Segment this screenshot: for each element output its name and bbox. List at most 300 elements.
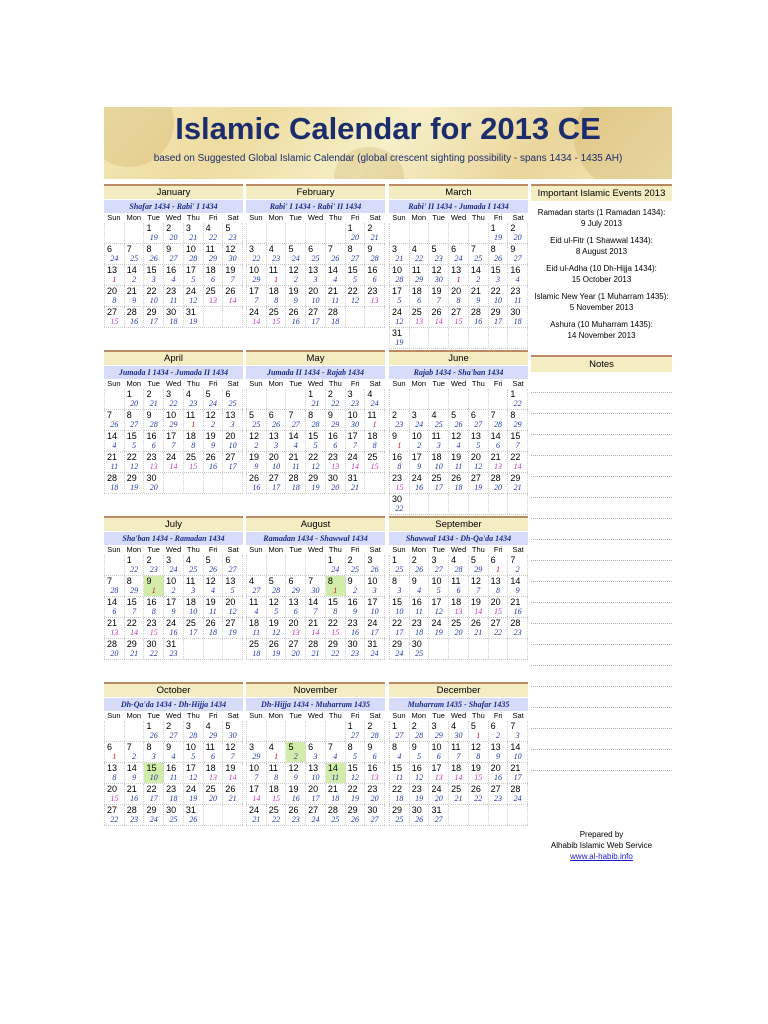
hijri-day: 11 bbox=[169, 296, 178, 305]
weekday-label: Wed bbox=[165, 379, 182, 388]
hijri-day: 2 bbox=[495, 731, 500, 740]
day-cell bbox=[306, 473, 326, 493]
hijri-month-range: Jumada I 1434 - Jumada II 1434 bbox=[104, 366, 243, 379]
day-cell bbox=[508, 473, 528, 493]
day-cell bbox=[469, 431, 489, 451]
gregorian-day: 11 bbox=[411, 265, 422, 275]
hijri-day: 10 bbox=[149, 773, 158, 782]
gregorian-day: 5 bbox=[288, 244, 294, 254]
day-cell bbox=[286, 286, 306, 306]
day-cell bbox=[326, 431, 346, 451]
day-cell bbox=[144, 410, 164, 430]
gregorian-day: 9 bbox=[411, 576, 417, 586]
gregorian-day: 22 bbox=[392, 784, 403, 794]
hijri-day: 8 bbox=[397, 462, 402, 471]
empty-cell bbox=[508, 805, 528, 825]
notes-line[interactable] bbox=[531, 729, 672, 750]
hijri-day: 27 bbox=[395, 731, 404, 740]
gregorian-day: 24 bbox=[411, 473, 422, 483]
hijri-day: 28 bbox=[272, 586, 281, 595]
day-cell bbox=[365, 784, 385, 804]
week-row bbox=[246, 555, 385, 576]
day-cell bbox=[306, 576, 326, 596]
day-cell bbox=[326, 784, 346, 804]
week-row bbox=[104, 431, 243, 452]
gregorian-day: 1 bbox=[126, 389, 132, 399]
hijri-day: 4 bbox=[293, 441, 298, 450]
gregorian-day: 30 bbox=[367, 805, 378, 815]
hijri-day: 16 bbox=[415, 483, 424, 492]
hijri-day: 8 bbox=[476, 752, 481, 761]
gregorian-day: 14 bbox=[107, 597, 118, 607]
hijri-day: 10 bbox=[370, 607, 379, 616]
gregorian-day: 11 bbox=[268, 265, 279, 275]
day-cell bbox=[346, 223, 366, 243]
hijri-day: 25 bbox=[395, 565, 404, 574]
hijri-day: 9 bbox=[171, 607, 176, 616]
empty-cell bbox=[389, 223, 410, 243]
weekday-label: Tue bbox=[289, 213, 302, 222]
notes-line[interactable] bbox=[531, 603, 672, 624]
hijri-day: 10 bbox=[434, 462, 443, 471]
hijri-day: 14 bbox=[252, 317, 261, 326]
week-row bbox=[389, 452, 528, 473]
gregorian-day: 1 bbox=[347, 223, 353, 233]
hijri-day: 3 bbox=[372, 586, 377, 595]
hijri-day: 16 bbox=[252, 483, 261, 492]
empty-cell bbox=[469, 494, 489, 514]
hijri-day: 22 bbox=[474, 794, 483, 803]
gregorian-day: 10 bbox=[166, 410, 177, 420]
gregorian-day: 12 bbox=[225, 742, 236, 752]
notes-line[interactable] bbox=[531, 393, 672, 414]
hijri-day: 4 bbox=[210, 586, 215, 595]
empty-cell bbox=[286, 389, 306, 409]
gregorian-day: 9 bbox=[166, 742, 172, 752]
notes-title: Notes bbox=[531, 355, 672, 372]
empty-cell bbox=[508, 494, 528, 514]
day-cell bbox=[306, 307, 326, 327]
day-cell bbox=[449, 742, 469, 762]
week-row bbox=[246, 618, 385, 639]
empty-cell bbox=[508, 639, 528, 659]
week-row bbox=[389, 223, 528, 244]
empty-cell bbox=[429, 494, 449, 514]
notes-line[interactable] bbox=[531, 645, 672, 666]
hijri-day: 8 bbox=[333, 607, 338, 616]
day-cell bbox=[286, 805, 306, 825]
gregorian-day: 5 bbox=[288, 742, 294, 752]
day-cell bbox=[489, 555, 509, 575]
day-cell bbox=[267, 473, 287, 493]
weekday-label: Thu bbox=[186, 379, 200, 388]
gregorian-day: 29 bbox=[327, 639, 338, 649]
hijri-day: 22 bbox=[513, 399, 522, 408]
gregorian-day: 19 bbox=[205, 431, 216, 441]
gregorian-day: 17 bbox=[392, 286, 403, 296]
hijri-day: 2 bbox=[132, 752, 137, 761]
weekday-label: Mon bbox=[126, 711, 142, 720]
hijri-day: 12 bbox=[350, 773, 359, 782]
website-link[interactable]: www.al-habib.info bbox=[570, 852, 633, 861]
day-cell bbox=[508, 223, 528, 243]
weekday-label: Mon bbox=[126, 213, 142, 222]
notes-line[interactable] bbox=[531, 666, 672, 687]
day-cell bbox=[365, 618, 385, 638]
hijri-day: 9 bbox=[293, 296, 298, 305]
day-cell bbox=[246, 597, 267, 617]
weekday-label: Mon bbox=[268, 213, 284, 222]
empty-cell bbox=[223, 307, 243, 327]
hijri-day: 1 bbox=[151, 586, 156, 595]
hijri-day: 2 bbox=[476, 275, 481, 284]
hijri-day: 24 bbox=[331, 565, 340, 574]
gregorian-day: 12 bbox=[451, 431, 462, 441]
gregorian-day: 1 bbox=[347, 721, 353, 731]
hijri-day: 30 bbox=[228, 254, 237, 263]
gregorian-day: 23 bbox=[146, 452, 157, 462]
gregorian-day: 12 bbox=[225, 244, 236, 254]
gregorian-day: 19 bbox=[431, 286, 442, 296]
hijri-day: 28 bbox=[415, 731, 424, 740]
week-row bbox=[246, 265, 385, 286]
day-cell bbox=[246, 618, 267, 638]
day-cell bbox=[508, 721, 528, 741]
week-row bbox=[389, 389, 528, 410]
week-row bbox=[246, 244, 385, 265]
gregorian-day: 10 bbox=[185, 244, 196, 254]
hijri-day: 21 bbox=[189, 233, 198, 242]
gregorian-day: 14 bbox=[126, 265, 137, 275]
day-cell bbox=[429, 307, 449, 327]
empty-cell bbox=[204, 639, 224, 659]
hijri-day: 19 bbox=[228, 628, 237, 637]
day-cell bbox=[223, 618, 243, 638]
hijri-day: 27 bbox=[513, 254, 522, 263]
hijri-day: 10 bbox=[228, 441, 237, 450]
hijri-day: 9 bbox=[254, 462, 259, 471]
day-cell bbox=[429, 452, 449, 472]
hijri-day: 29 bbox=[415, 275, 424, 284]
empty-cell bbox=[469, 328, 489, 348]
week-row bbox=[246, 763, 385, 784]
gregorian-day: 23 bbox=[166, 784, 177, 794]
gregorian-day: 20 bbox=[268, 452, 279, 462]
event-list bbox=[531, 207, 672, 341]
hijri-day: 15 bbox=[493, 607, 502, 616]
gregorian-day: 25 bbox=[411, 307, 422, 317]
week-row bbox=[246, 307, 385, 328]
hijri-day: 19 bbox=[493, 233, 502, 242]
hijri-day: 18 bbox=[252, 649, 261, 658]
notes-line[interactable] bbox=[531, 519, 672, 540]
hijri-day: 6 bbox=[210, 275, 215, 284]
day-cell bbox=[326, 244, 346, 264]
gregorian-day: 5 bbox=[268, 576, 274, 586]
day-cell bbox=[164, 389, 184, 409]
notes-line[interactable] bbox=[531, 498, 672, 519]
day-cell bbox=[144, 805, 164, 825]
empty-cell bbox=[204, 473, 224, 493]
hijri-day: 15 bbox=[331, 628, 340, 637]
hijri-day: 30 bbox=[454, 731, 463, 740]
hijri-day: 8 bbox=[151, 607, 156, 616]
hijri-day: 9 bbox=[293, 773, 298, 782]
notes-line[interactable] bbox=[531, 435, 672, 456]
empty-cell bbox=[125, 721, 145, 741]
gregorian-day: 18 bbox=[451, 597, 462, 607]
gregorian-day: 20 bbox=[308, 784, 319, 794]
day-cell bbox=[246, 639, 267, 659]
hijri-day: 19 bbox=[149, 233, 158, 242]
hijri-day: 3 bbox=[191, 586, 196, 595]
day-cell bbox=[469, 286, 489, 306]
event-name: Ramadan starts (1 Ramadan 1434): bbox=[537, 208, 666, 217]
hijri-day: 1 bbox=[397, 441, 402, 450]
gregorian-day: 26 bbox=[470, 784, 481, 794]
weekday-header bbox=[389, 379, 528, 389]
day-cell bbox=[246, 431, 267, 451]
gregorian-day: 9 bbox=[146, 410, 152, 420]
gregorian-day: 10 bbox=[347, 410, 358, 420]
hijri-day: 22 bbox=[169, 399, 178, 408]
day-cell bbox=[104, 410, 125, 430]
day-cell bbox=[346, 431, 366, 451]
hijri-day: 16 bbox=[208, 462, 217, 471]
hijri-day: 20 bbox=[130, 399, 139, 408]
hijri-day: 10 bbox=[493, 296, 502, 305]
day-cell bbox=[508, 763, 528, 783]
day-cell bbox=[125, 431, 145, 451]
gregorian-day: 1 bbox=[327, 555, 333, 565]
gregorian-day: 28 bbox=[490, 473, 501, 483]
day-cell bbox=[326, 618, 346, 638]
gregorian-day: 14 bbox=[308, 597, 319, 607]
day-cell bbox=[489, 223, 509, 243]
gregorian-day: 11 bbox=[205, 742, 215, 752]
hijri-day: 20 bbox=[493, 483, 502, 492]
day-cell bbox=[184, 597, 204, 617]
day-cell bbox=[508, 576, 528, 596]
gregorian-day: 8 bbox=[308, 410, 314, 420]
notes-line[interactable] bbox=[531, 372, 672, 393]
gregorian-day: 24 bbox=[347, 452, 358, 462]
day-cell bbox=[204, 784, 224, 804]
gregorian-day: 21 bbox=[126, 784, 137, 794]
gregorian-day: 4 bbox=[249, 576, 255, 586]
notes-line[interactable] bbox=[531, 708, 672, 729]
day-cell bbox=[125, 784, 145, 804]
week-row bbox=[246, 452, 385, 473]
day-cell bbox=[286, 410, 306, 430]
gregorian-day: 22 bbox=[327, 618, 338, 628]
day-cell bbox=[267, 639, 287, 659]
gregorian-day: 2 bbox=[510, 223, 516, 233]
notes-area[interactable] bbox=[531, 372, 672, 771]
hijri-day: 8 bbox=[372, 441, 377, 450]
gregorian-day: 12 bbox=[205, 410, 216, 420]
gregorian-day: 12 bbox=[249, 431, 260, 441]
weekday-label: Fri bbox=[208, 213, 218, 222]
day-cell bbox=[306, 742, 326, 762]
day-cell bbox=[306, 452, 326, 472]
weekday-label: Fri bbox=[350, 213, 360, 222]
weekday-label: Fri bbox=[350, 379, 360, 388]
hijri-day: 16 bbox=[169, 628, 178, 637]
day-cell bbox=[223, 265, 243, 285]
day-cell bbox=[389, 431, 410, 451]
day-cell bbox=[489, 307, 509, 327]
notes-line[interactable] bbox=[531, 624, 672, 645]
gregorian-day: 12 bbox=[431, 265, 442, 275]
gregorian-day: 5 bbox=[225, 721, 231, 731]
weekday-label: Tue bbox=[289, 711, 302, 720]
notes-line[interactable] bbox=[531, 540, 672, 561]
day-cell bbox=[508, 742, 528, 762]
week-row bbox=[104, 618, 243, 639]
month-name: March bbox=[389, 184, 528, 199]
hijri-day: 20 bbox=[331, 483, 340, 492]
empty-cell bbox=[267, 223, 287, 243]
hijri-day: 15 bbox=[110, 794, 119, 803]
month-name: August bbox=[246, 516, 385, 531]
gregorian-day: 7 bbox=[288, 410, 294, 420]
hijri-day: 24 bbox=[370, 399, 379, 408]
hijri-day: 2 bbox=[417, 441, 422, 450]
hijri-day: 12 bbox=[189, 296, 198, 305]
gregorian-day: 27 bbox=[308, 805, 319, 815]
day-cell bbox=[429, 576, 449, 596]
hijri-day: 2 bbox=[132, 275, 137, 284]
gregorian-day: 18 bbox=[268, 286, 279, 296]
hijri-day: 15 bbox=[272, 317, 281, 326]
day-cell bbox=[144, 473, 164, 493]
notes-line[interactable] bbox=[531, 687, 672, 708]
week-row bbox=[246, 431, 385, 452]
day-cell bbox=[306, 389, 326, 409]
day-cell bbox=[246, 742, 267, 762]
weekday-header bbox=[104, 379, 243, 389]
notes-line[interactable] bbox=[531, 750, 672, 771]
gregorian-day: 7 bbox=[510, 555, 516, 565]
hijri-day: 14 bbox=[454, 773, 463, 782]
gregorian-day: 19 bbox=[249, 452, 260, 462]
week-row bbox=[389, 265, 528, 286]
hijri-day: 3 bbox=[313, 275, 318, 284]
day-cell bbox=[306, 805, 326, 825]
hijri-day: 7 bbox=[352, 441, 357, 450]
day-cell bbox=[508, 555, 528, 575]
gregorian-day: 2 bbox=[367, 721, 373, 731]
gregorian-day: 31 bbox=[392, 328, 403, 338]
hijri-day: 20 bbox=[350, 233, 359, 242]
weekday-label: Tue bbox=[289, 545, 302, 554]
gregorian-day: 27 bbox=[288, 639, 299, 649]
gregorian-day: 3 bbox=[249, 742, 255, 752]
hijri-day: 27 bbox=[228, 565, 237, 574]
day-cell bbox=[306, 597, 326, 617]
gregorian-day: 19 bbox=[225, 265, 236, 275]
weekday-label: Sun bbox=[107, 213, 121, 222]
week-row bbox=[389, 618, 528, 639]
hijri-day: 18 bbox=[169, 317, 178, 326]
event-date: 5 November 2013 bbox=[569, 303, 634, 312]
gregorian-day: 6 bbox=[225, 555, 231, 565]
day-cell bbox=[410, 286, 430, 306]
hijri-day: 5 bbox=[352, 752, 357, 761]
day-cell bbox=[449, 265, 469, 285]
hijri-day: 19 bbox=[189, 317, 198, 326]
empty-cell bbox=[104, 223, 125, 243]
hijri-day: 2 bbox=[293, 275, 298, 284]
weekday-label: Sun bbox=[392, 711, 406, 720]
gregorian-day: 17 bbox=[347, 431, 358, 441]
page-title: Islamic Calendar for 2013 CE bbox=[175, 111, 601, 146]
gregorian-day: 22 bbox=[490, 286, 501, 296]
hijri-day: 22 bbox=[208, 233, 217, 242]
gregorian-day: 6 bbox=[107, 742, 113, 752]
gregorian-day: 25 bbox=[268, 307, 279, 317]
gregorian-day: 23 bbox=[367, 784, 378, 794]
hijri-day: 17 bbox=[513, 773, 522, 782]
week-row bbox=[104, 763, 243, 784]
notes-line[interactable] bbox=[531, 477, 672, 498]
day-cell bbox=[365, 639, 385, 659]
notes-line[interactable] bbox=[531, 456, 672, 477]
weekday-label: Tue bbox=[147, 545, 160, 554]
gregorian-day: 7 bbox=[327, 244, 333, 254]
day-cell bbox=[184, 307, 204, 327]
day-cell bbox=[389, 639, 410, 659]
day-cell bbox=[104, 452, 125, 472]
month-block bbox=[104, 350, 243, 494]
day-cell bbox=[144, 597, 164, 617]
month-name: November bbox=[246, 682, 385, 697]
notes-line[interactable] bbox=[531, 414, 672, 435]
gregorian-day: 27 bbox=[268, 473, 279, 483]
day-cell bbox=[346, 576, 366, 596]
week-row bbox=[246, 742, 385, 763]
hijri-day: 19 bbox=[272, 649, 281, 658]
notes-line[interactable] bbox=[531, 561, 672, 582]
day-cell bbox=[286, 431, 306, 451]
hijri-day: 8 bbox=[456, 296, 461, 305]
gregorian-day: 30 bbox=[411, 805, 422, 815]
empty-cell bbox=[429, 389, 449, 409]
gregorian-day: 31 bbox=[431, 805, 442, 815]
day-cell bbox=[429, 555, 449, 575]
empty-cell bbox=[410, 389, 430, 409]
gregorian-day: 11 bbox=[249, 597, 259, 607]
notes-line[interactable] bbox=[531, 582, 672, 603]
day-cell bbox=[286, 473, 306, 493]
month-block bbox=[246, 516, 385, 660]
day-cell bbox=[449, 244, 469, 264]
day-cell bbox=[508, 618, 528, 638]
gregorian-day: 8 bbox=[126, 576, 132, 586]
weekday-label: Sun bbox=[107, 379, 121, 388]
weekday-label: Thu bbox=[471, 545, 485, 554]
hijri-day: 25 bbox=[252, 420, 261, 429]
gregorian-day: 9 bbox=[510, 244, 516, 254]
gregorian-day: 4 bbox=[451, 555, 457, 565]
gregorian-day: 15 bbox=[347, 763, 358, 773]
gregorian-day: 23 bbox=[392, 473, 403, 483]
gregorian-day: 8 bbox=[146, 244, 152, 254]
day-cell bbox=[246, 576, 267, 596]
gregorian-day: 2 bbox=[367, 223, 373, 233]
hijri-day: 10 bbox=[189, 607, 198, 616]
